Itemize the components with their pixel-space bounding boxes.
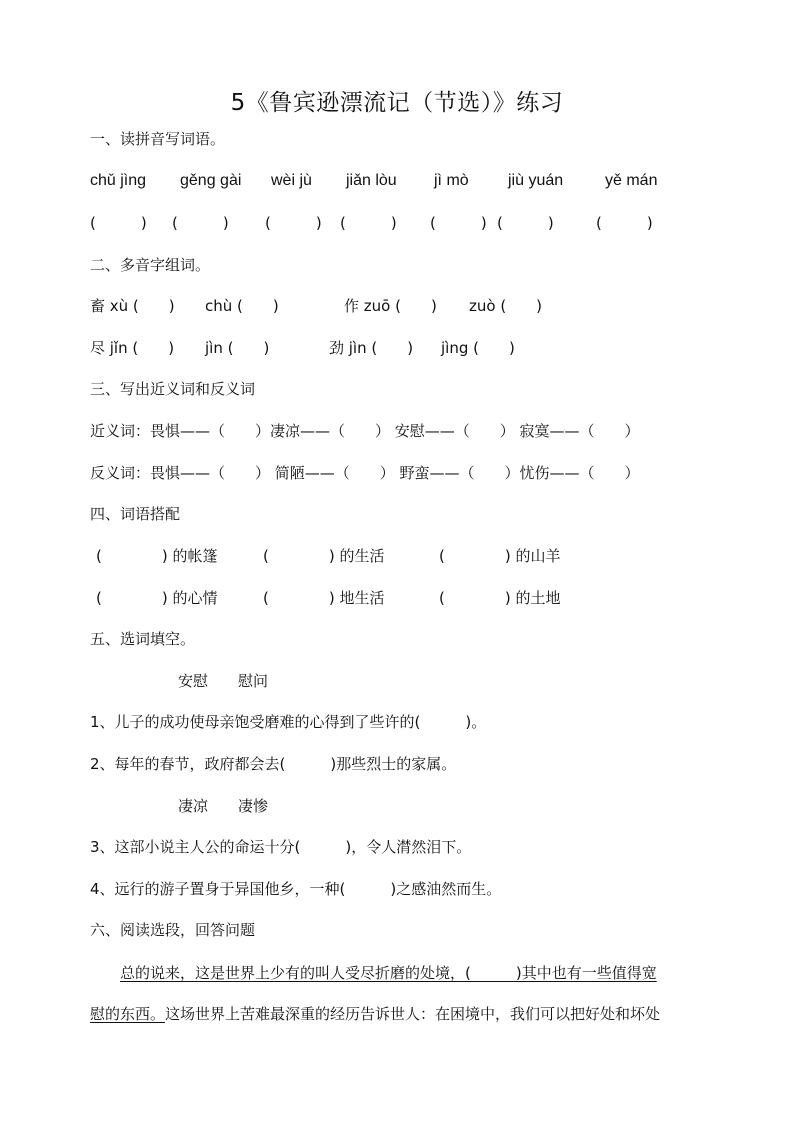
section-3-heading: 三、写出近义词和反义词	[90, 380, 256, 398]
collocation-6[interactable]: ( ) 的土地	[439, 589, 561, 607]
passage-line-1: 总的说来，这是世界上少有的叫人受尽折磨的处境，( )其中也有一些值得宽	[120, 964, 657, 982]
polyphone-zuo4[interactable]: zuò ( )	[469, 297, 543, 315]
section-6-heading: 六、阅读选段，回答问题	[90, 921, 256, 939]
question-3[interactable]: 3、这部小说主人公的命运十分( )，令人潸然泪下。	[90, 838, 472, 856]
pinyin-6: jiù yuán	[508, 172, 564, 189]
collocation-4[interactable]: ( ) 的心情	[96, 589, 218, 607]
pinyin-5: jì mò	[434, 172, 469, 189]
section-5-heading: 五、选词填空。	[90, 630, 196, 648]
blank-3[interactable]: ( )	[265, 214, 322, 232]
pinyin-1: chǔ jìng	[90, 172, 147, 189]
section-1-heading: 一、读拼音写词语。	[90, 130, 226, 148]
page-title: 5《鲁宾逊漂流记（节选）》练习	[230, 90, 564, 116]
passage-line-2-text: 这场世界上苦难最深重的经历告诉世人：在困境中，我们可以把好处和坏处	[165, 1005, 661, 1023]
polyphone-jin3[interactable]: 尽 jǐn ( )	[90, 339, 175, 357]
passage-line-2	[90, 1003, 660, 1025]
polyphone-jin4b[interactable]: 劲 jìn ( )	[329, 339, 414, 357]
blank-2[interactable]: ( )	[172, 214, 229, 232]
polyphone-chu[interactable]: chù ( )	[205, 297, 279, 315]
polyphone-jin4[interactable]: jìn ( )	[205, 339, 270, 357]
polyphone-jing[interactable]: jìng ( )	[441, 339, 515, 357]
question-2[interactable]: 2、每年的春节，政府都会去( )那些烈士的家属。	[90, 755, 457, 773]
blank-7[interactable]: ( )	[596, 214, 653, 232]
pinyin-7: yě mán	[605, 172, 658, 189]
section-4-heading: 四、词语搭配	[90, 505, 181, 523]
blank-4[interactable]: ( )	[340, 214, 397, 232]
word-options-1: 安慰 慰问	[178, 672, 269, 690]
word-options-2: 凄凉 凄惨	[178, 797, 269, 815]
blank-6[interactable]: ( )	[497, 214, 554, 232]
collocation-1[interactable]: ( ) 的帐篷	[96, 547, 218, 565]
polyphone-xu[interactable]: 畜 xù ( )	[90, 297, 175, 315]
section-2-heading: 二、多音字组词。	[90, 256, 211, 274]
blank-5[interactable]: ( )	[430, 214, 487, 232]
pinyin-3: wèi jù	[271, 172, 312, 189]
question-1[interactable]: 1、儿子的成功使母亲饱受磨难的心得到了些许的( )。	[90, 713, 487, 731]
passage-underlined-end: 慰的东西。	[90, 1005, 166, 1023]
collocation-3[interactable]: ( ) 的山羊	[439, 547, 561, 565]
pinyin-2: gěng gài	[180, 172, 242, 189]
collocation-5[interactable]: ( ) 地生活	[263, 589, 385, 607]
antonyms-line[interactable]: 反义词：畏惧——（ ） 简陋——（ ） 野蛮——（ ）忧伤——（ ）	[90, 464, 640, 482]
pinyin-4: jiǎn lòu	[346, 172, 397, 189]
blank-1[interactable]: ( )	[90, 214, 147, 232]
collocation-2[interactable]: ( ) 的生活	[263, 547, 385, 565]
polyphone-zuo1[interactable]: 作 zuō ( )	[344, 297, 437, 315]
synonyms-line[interactable]: 近义词：畏惧——（ ）凄凉——（ ） 安慰——（ ） 寂寞——（ ）	[90, 422, 640, 440]
question-4[interactable]: 4、远行的游子置身于异国他乡，一种( )之感油然而生。	[90, 880, 502, 898]
